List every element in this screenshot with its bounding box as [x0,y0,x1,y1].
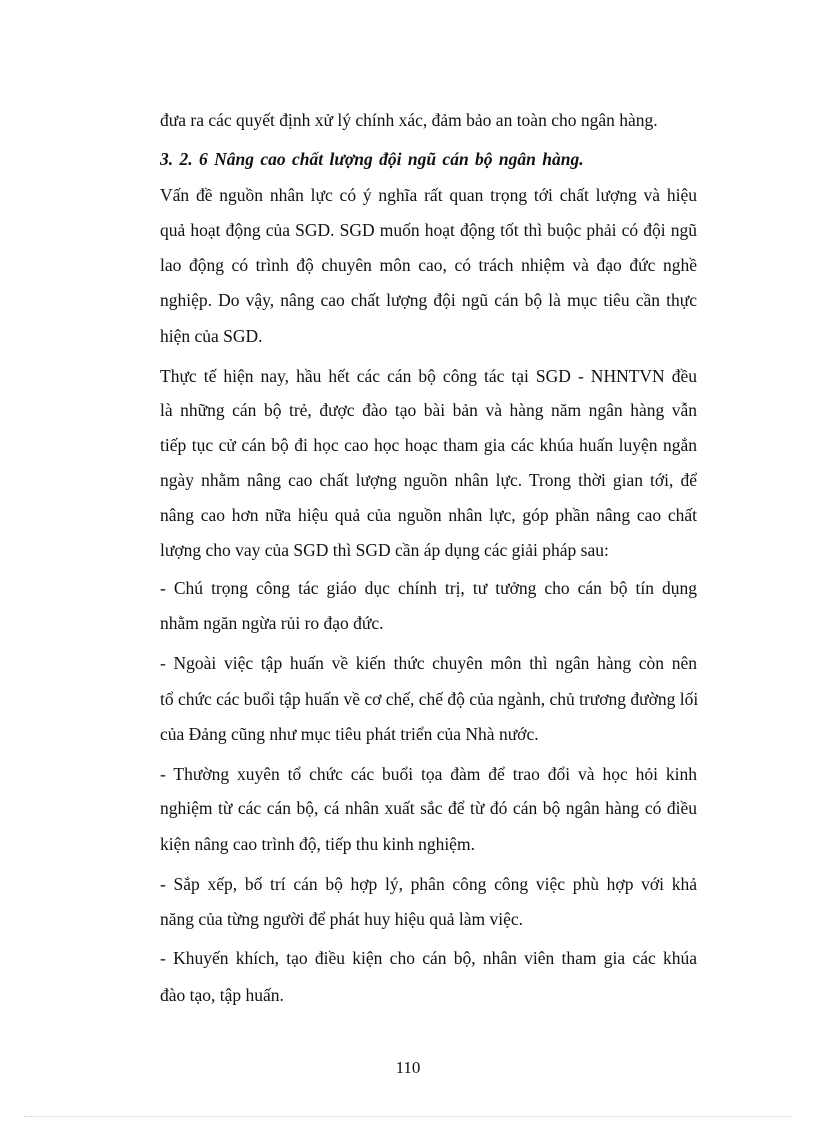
paragraph-line: nghiệm từ các cán bộ, cá nhân xuất sắc để từ đó cán bộ ngân hàng có điều [160,798,697,818]
bullet-line: - Ngoài việc tập huấn về kiến thức chuyên môn thì ngân hàng còn nên [160,653,697,673]
paragraph-line: quả hoạt động của SGD. SGD muốn hoạt động tốt thì buộc phải có đội ngũ [160,220,697,240]
paragraph-line: đào tạo, tập huấn. [160,985,284,1005]
bullet-line: - Khuyến khích, tạo điều kiện cho cán bộ, nhân viên tham gia các khúa [160,948,697,968]
page-number: 110 [395,1058,421,1077]
bullet-line: - Sắp xếp, bố trí cán bộ hợp lý, phân công công việc phù hợp với khả [160,874,697,894]
paragraph-line: nâng cao hơn nữa hiệu quả của nguồn nhân lực, góp phần nâng cao chất [160,505,697,525]
paragraph-line: Vấn đề nguồn nhân lực có ý nghĩa rất quan trọng tới chất lượng và hiệu [160,185,697,205]
bullet-line: - Thường xuyên tổ chức các buổi tọa đàm để trao đổi và học hỏi kinh [160,764,697,784]
paragraph-line: Thực tế hiện nay, hầu hết các cán bộ công tác tại SGD - NHNTVN đều [160,366,697,386]
paragraph-line: nhằm ngăn ngừa rủi ro đạo đức. [160,613,384,633]
paragraph-line: tiếp tục cử cán bộ đi học cao học hoạc tham gia các khúa huấn luyện ngắn [160,435,697,455]
paragraph-line: ngày nhằm nâng cao chất lượng nguồn nhân lực. Trong thời gian tới, để [160,470,697,490]
page-bottom-divider [24,1116,792,1117]
paragraph-line: năng của từng người để phát huy hiệu quả làm việc. [160,909,524,929]
paragraph-line: tổ chức các buổi tập huấn về cơ chế, chế độ của ngành, chủ trương đường lối [160,689,699,709]
paragraph-line: lao động có trình độ chuyên môn cao, có trách nhiệm và đạo đức nghề [160,255,697,275]
paragraph-line: kiện nâng cao trình độ, tiếp thu kinh nghiệm. [160,834,475,854]
bullet-line: - Chú trọng công tác giáo dục chính trị, tư tưởng cho cán bộ tín dụng [160,578,697,598]
paragraph-line: lượng cho vay của SGD thì SGD cần áp dụng các giải pháp sau: [160,540,609,560]
paragraph-line: là những cán bộ trẻ, được đào tạo bài bản và hàng năm ngân hàng vẫn [160,400,697,420]
paragraph-line: của Đảng cũng như mục tiêu phát triển của Nhà nước. [160,724,539,744]
section-heading: 3. 2. 6 Nâng cao chất lượng đội ngũ cán bộ ngân hàng. [160,149,584,169]
paragraph-line: hiện của SGD. [160,326,263,346]
paragraph-line: đưa ra các quyết định xử lý chính xác, đảm bảo an toàn cho ngân hàng. [160,110,658,130]
paragraph-line: nghiệp. Do vậy, nâng cao chất lượng đội ngũ cán bộ là mục tiêu cần thực [160,290,697,310]
